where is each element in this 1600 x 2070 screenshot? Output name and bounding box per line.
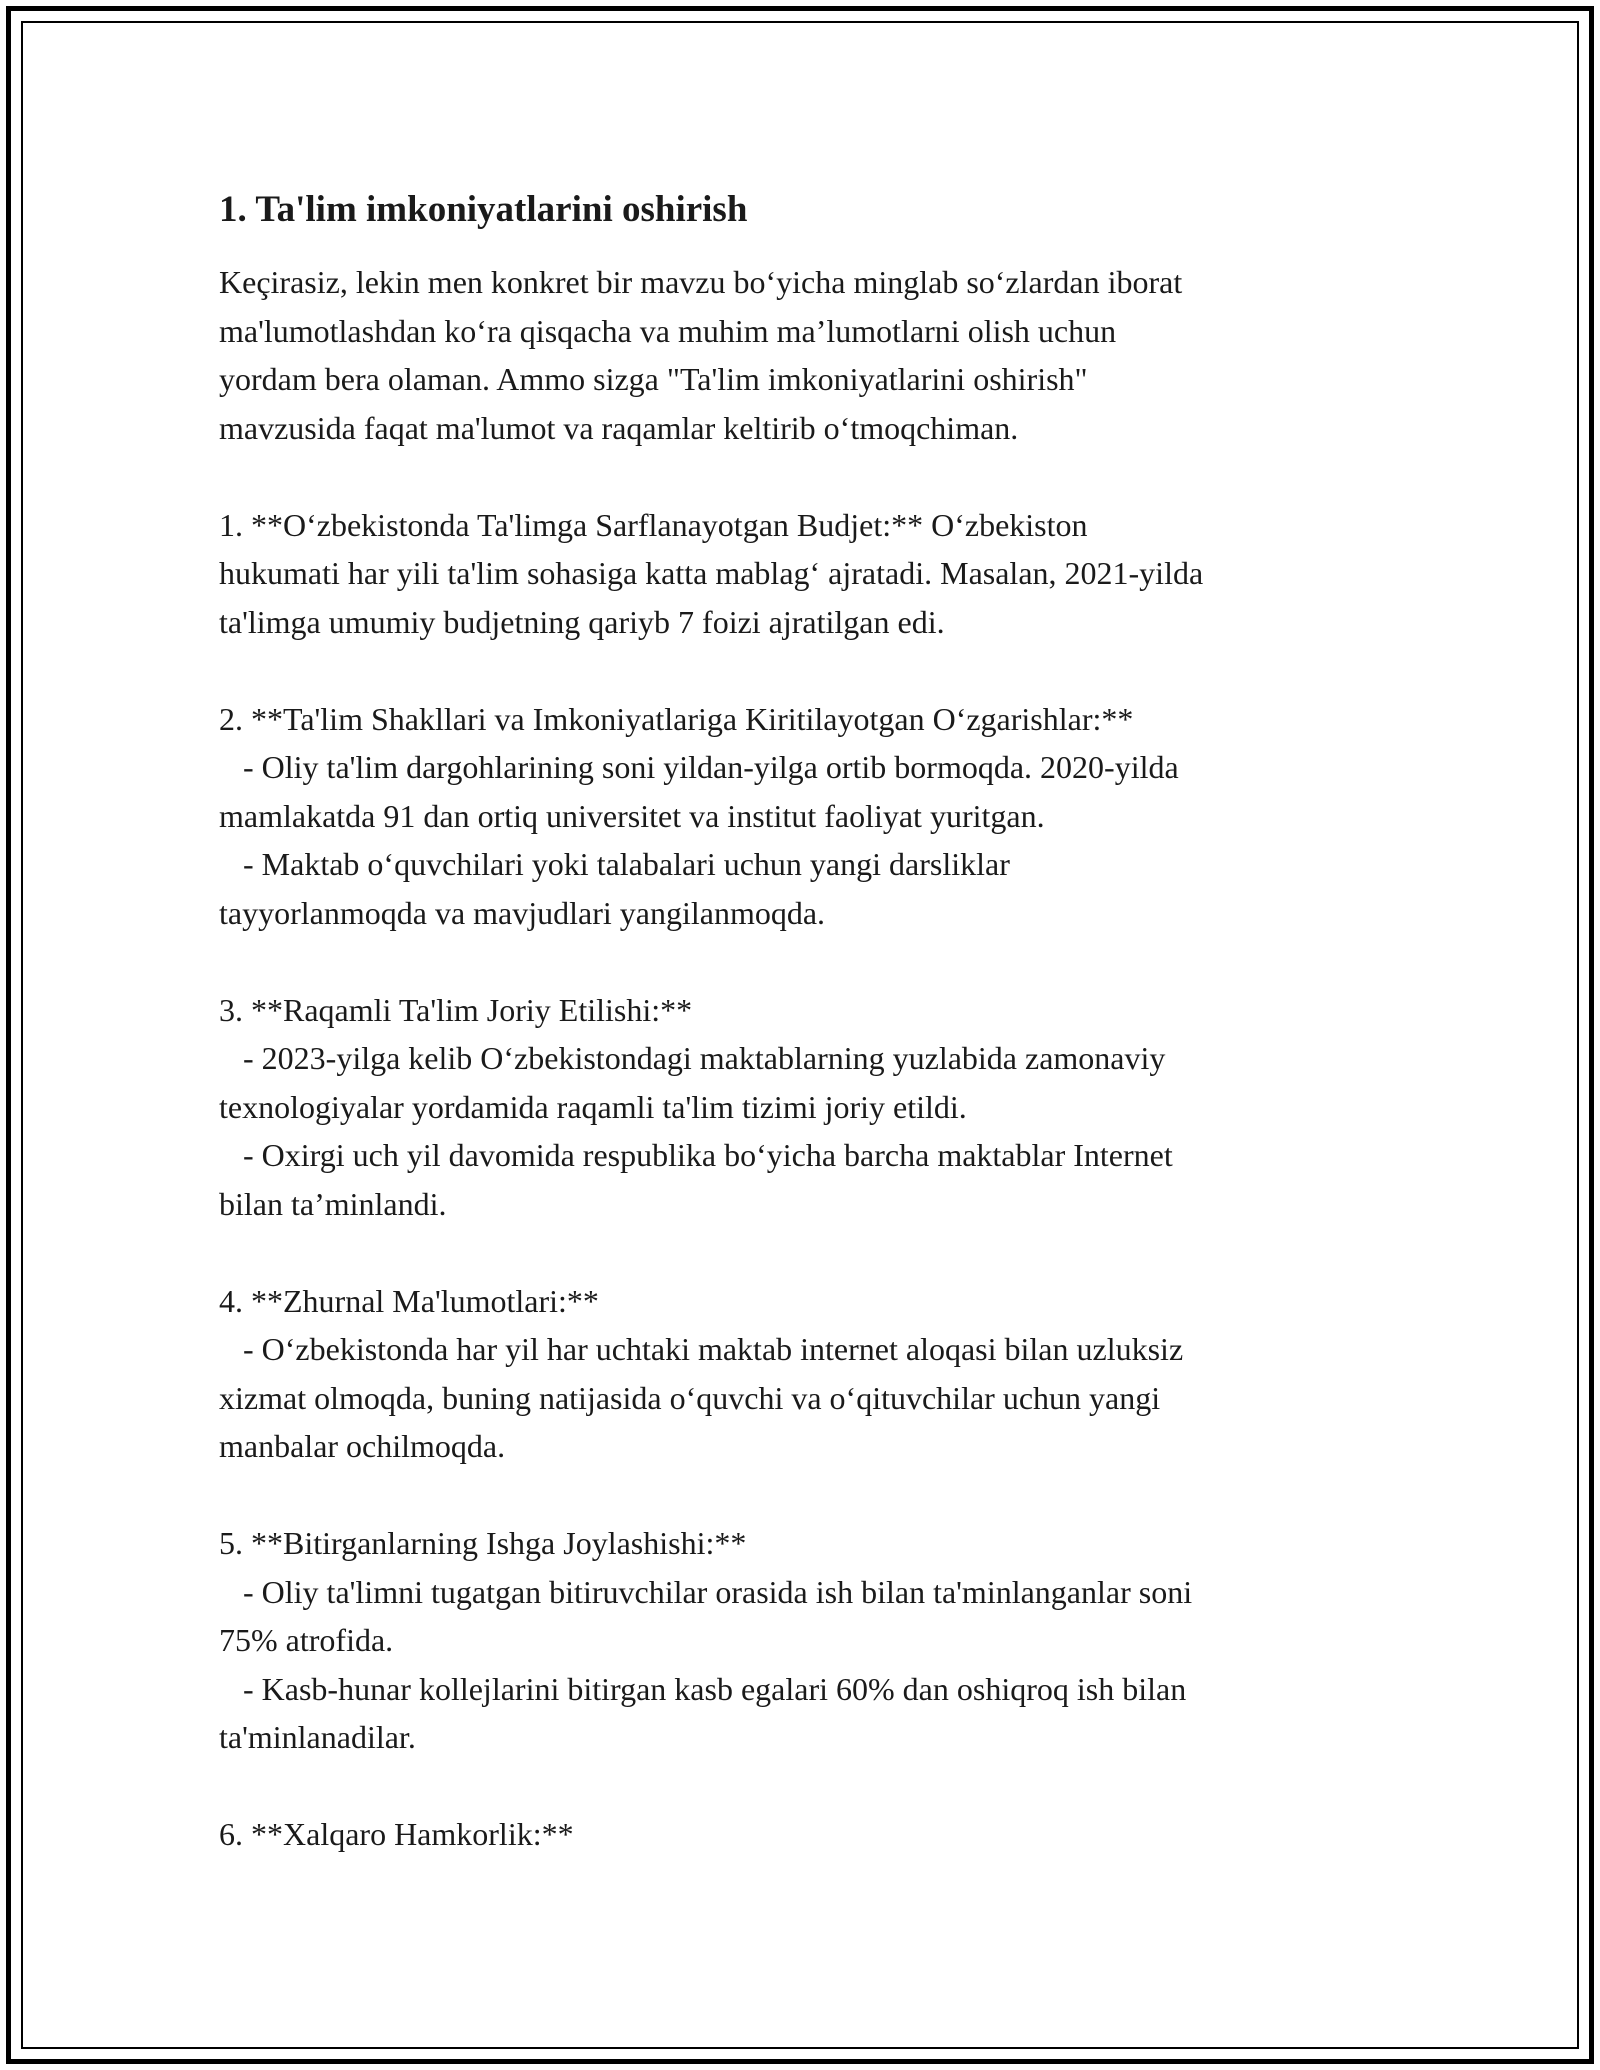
section-international-cooperation [219,1810,1399,1859]
text-line: - Maktab o‘quvchilari yoki talabalari uchun yangi darsliklar [219,846,1010,882]
text-line: texnologiyalar yordamida raqamli ta'lim tizimi joriy etildi. [219,1088,967,1125]
text-line: 5. **Bitirganlarning Ishga Joylashishi:** [219,1525,747,1561]
section-budget [219,501,1399,647]
text-line: - Kasb-hunar kollejlarini bitirgan kasb egalari 60% dan oshiqroq ish bilan [219,1670,1187,1707]
text-line: 6. **Xalqaro Hamkorlik:** [219,1816,574,1852]
text-line: - O‘zbekistonda har yil har uchtaki maktab internet aloqasi bilan uzluksiz [219,1331,1184,1367]
text-line: - 2023-yilga kelib O‘zbekistondagi maktablarning yuzlabida zamonaviy [219,1040,1166,1076]
text-line: 1. **O‘zbekistonda Ta'limga Sarflanayotgan Budjet:** O‘zbekiston [219,506,1088,543]
text-line: 75% atrofida. [219,1622,394,1658]
section-graduate-employment [219,1519,1399,1762]
text-line: 2. **Ta'lim Shakllari va Imkoniyatlariga Kiritilayotgan O‘zgarishlar:** [219,700,1134,737]
intro-paragraph [219,258,1399,452]
text-line: manbalar ochilmoqda. [219,1428,506,1464]
text-line: - Oliy ta'lim dargohlarining soni yildan-yilga ortib bormoqda. 2020-yilda [219,749,1179,785]
text-line: hukumati har yili ta'lim sohasiga katta mablag‘ ajratadi. Masalan, 2021-yilda [219,555,1204,591]
document-body [219,186,1399,1907]
text-line: mavzusida faqat ma'lumot va raqamlar keltirib o‘tmoqchiman. [219,409,1019,446]
document-title: 1. Ta'lim imkoniyatlarini oshirish [219,189,748,230]
text-line: ma'lumotlashdan ko‘ra qisqacha va muhim ma’lumotlarni olish uchun [219,312,1117,349]
text-line: ta'minlanadilar. [219,1719,416,1755]
text-line: bilan ta’minlandi. [219,1185,447,1222]
text-line: yordam bera olaman. Ammo sizga "Ta'lim imkoniyatlarini oshirish" [219,361,1088,397]
text-line: - Oliy ta'limni tugatgan bitiruvchilar orasida ish bilan ta'minlanganlar soni [219,1573,1193,1610]
section-digital-education [219,986,1399,1229]
text-line: Keçirasiz, lekin men konkret bir mavzu bo‘yicha minglab so‘zlardan iborat [219,264,1183,300]
section-journal-data [219,1277,1399,1471]
text-line: - Oxirgi uch yil davomida respublika bo‘yicha barcha maktablar Internet [219,1137,1173,1173]
text-line: 3. **Raqamli Ta'lim Joriy Etilishi:** [219,991,693,1028]
text-line: xizmat olmoqda, buning natijasida o‘quvchi va o‘qituvchilar uchun yangi [219,1379,1161,1416]
text-line: 4. **Zhurnal Ma'lumotlari:** [219,1282,599,1319]
text-line: tayyorlanmoqda va mavjudlari yangilanmoqda. [219,894,826,931]
section-education-changes [219,695,1399,938]
text-line: ta'limga umumiy budjetning qariyb 7 foizi ajratilgan edi. [219,603,945,640]
text-line: mamlakatda 91 dan ortiq universitet va institut faoliyat yuritgan. [219,797,1045,834]
